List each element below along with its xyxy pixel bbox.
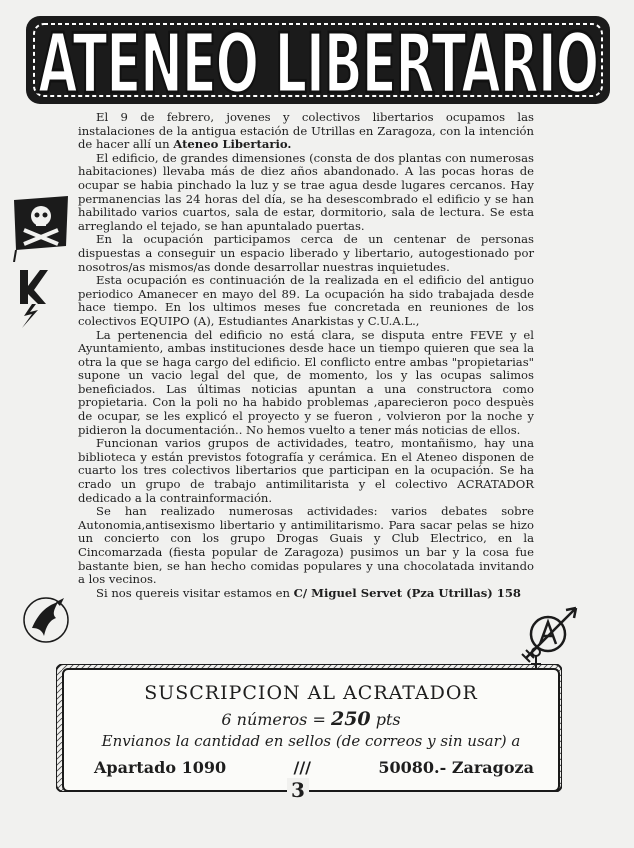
subscription-instructions: Envianos la cantidad en sellos (de correos y sin usar) a bbox=[101, 732, 521, 750]
title-banner-graphic bbox=[20, 10, 616, 110]
paragraph-5: La pertenencia del edificio no está clara, se disputa entre FEVE y el Ayuntamiento, ambas instituciones desde hace un tiempo quieren que sea la otra la que se haga cargo del edificio. El conflicto entre ambas "propietarias" supone un vacio legal del que, de momento, los y las ocupas salimos beneficiados. Las últimas noticias apuntan a una constructora como propietaria. Con la poli no ha habido problemas ,aparecieron poco despuès de ocupar, se les explicó el proyecto y se fueron , volvieron por la noche y pidieron la documentación.. No hemos vuelto a tener más noticias de ellos. bbox=[78, 327, 534, 437]
paragraph-1: El 9 de febrero, jovenes y colectivos libertarios ocupamos las instalaciones de la antigua estación de Utrillas en Zaragoza, con la intención de hacer allí un Ateneo Libertario. bbox=[78, 110, 534, 152]
k-lightning-icon bbox=[14, 268, 50, 328]
subscription-price: 6 números = 250 pts bbox=[221, 708, 401, 730]
paragraph-4: Esta ocupación es continuación de la realizada en el edificio del antiguo periodico Amanecer en mayo del 89. La ocupación ha sido trabajada desde hace tiempo. En los ultimos meses fue concretada en reuniones de los colectivos EQUIPO (A), Estudiantes Anarkistas y C.U.A.L., bbox=[78, 273, 534, 328]
address-separator: /// bbox=[293, 758, 312, 777]
paragraph-3: En la ocupación participamos cerca de un centenar de personas dispuestas a conseguir un espacio liberado y libertario, autogestionado por nosotros/as mismos/as donde desarrollar nuestras inquietudes. bbox=[78, 232, 534, 274]
paragraph-8: Si nos quereis visitar estamos en C/ Miguel Servet (Pza Utrillas) 158 bbox=[96, 585, 521, 600]
subscription-address bbox=[94, 758, 534, 777]
circled-a-arrow-icon bbox=[518, 598, 586, 668]
page-number: 3 bbox=[287, 778, 309, 802]
subscription-title: SUSCRIPCION AL ACRATADOR bbox=[144, 682, 478, 704]
ateneo-name: Ateneo Libertario. bbox=[173, 137, 292, 152]
address-line: C/ Miguel Servet (Pza Utrillas) 158 bbox=[293, 585, 521, 600]
article-body bbox=[78, 111, 534, 600]
jolly-roger-icon bbox=[10, 192, 72, 262]
title-banner bbox=[20, 10, 616, 110]
paragraph-2: El edificio, de grandes dimensiones (consta de dos plantas con numerosas habitaciones) llevaba más de diez años abandonado. A las pocas horas de ocupar se habia pinchado la luz y se trae agua desde lugares cercanos. Hay permanencias las 24 horas del día, se ha desescombrado el edificio y se han habilitado varios cuartos, sala de estar, dormitorio, sala de lectura. Se esta arreglando el tejado, se han apuntalado puertas. bbox=[78, 150, 534, 233]
postal-city: 50080.- Zaragoza bbox=[378, 758, 534, 777]
subscription-box bbox=[62, 668, 560, 792]
page-title: ATENEO LIBERTARIO bbox=[38, 17, 598, 110]
paragraph-7: Se han realizado numerosas actividades: varios debates sobre Autonomia,antisexismo libertario y antimilitarismo. Para sacar pelas se hizo un concierto con los grupo Drogas Guais y Club Electrico, en la Cincomarzada (fiesta popular de Zaragoza) pusimos un bar y la cosa fue bastante bien, se han hecho comidas populares y una chocolatada invitando a los vecinos. bbox=[78, 504, 534, 587]
po-box: Apartado 1090 bbox=[94, 758, 227, 777]
crow-icon bbox=[22, 592, 70, 648]
paragraph-6: Funcionan varios grupos de actividades, teatro, montañismo, hay una biblioteca y están previstos fotografía y cerámica. En el Ateneo disponen de cuarto los tres colectivos libertarios que participan en la ocupación. Se ha crado un grupo de trabajo antimilitarista y el colectivo ACRATADOR dedicado a la contrainformación. bbox=[78, 436, 534, 505]
